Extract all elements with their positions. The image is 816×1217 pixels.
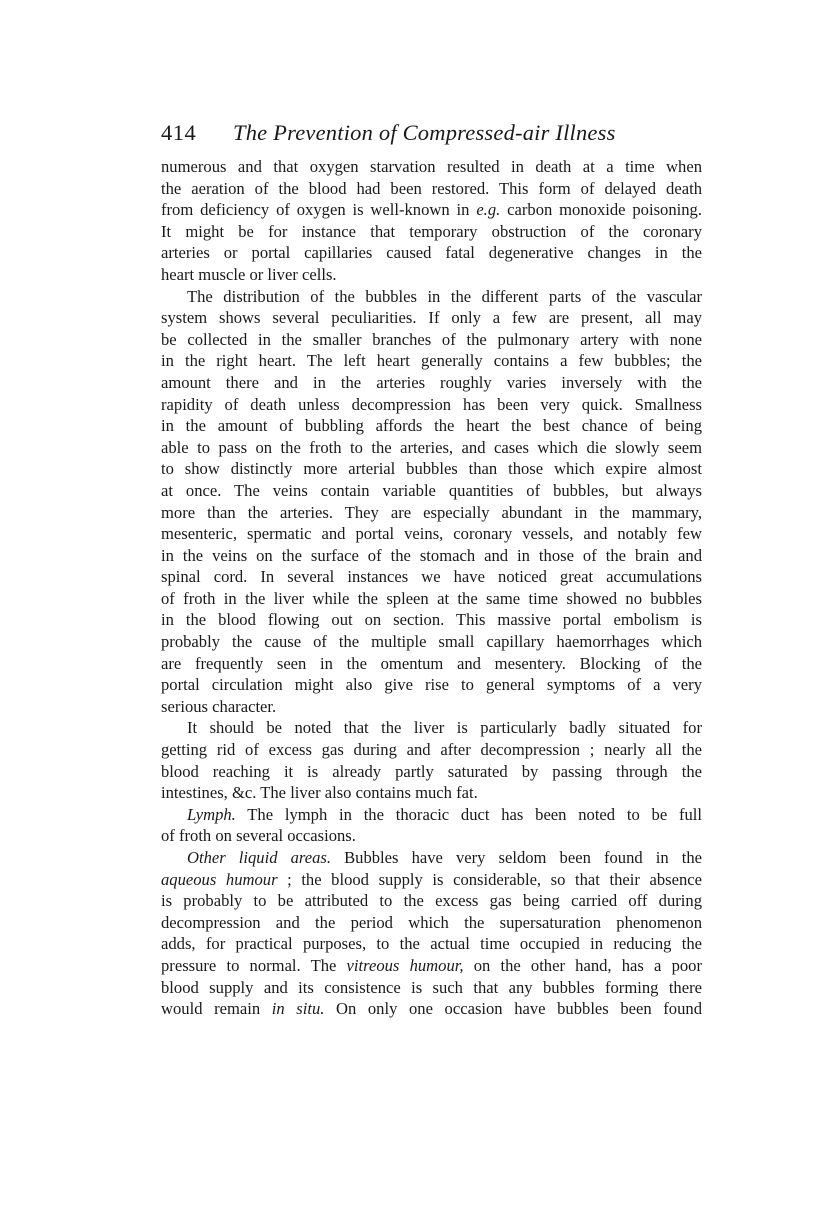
paragraph (161, 717, 702, 803)
text-run: the aeration of the blood had been restored. This form of delayed death (161, 178, 702, 198)
text-line (161, 869, 702, 891)
text-line (161, 458, 702, 480)
text-line (161, 329, 702, 351)
text-run: be collected in the smaller branches of the pulmonary artery with none (161, 329, 702, 349)
text-line (161, 977, 702, 999)
text-run: Bubbles have very seldom been found in the (331, 848, 703, 867)
text-line (161, 242, 702, 264)
text-run: adds, for practical purposes, to the actual time occupied in reducing the (161, 934, 702, 954)
text-run: in the right heart. The left heart generally contains a few bubbles; the (161, 351, 702, 371)
text-run: serious character. (161, 696, 277, 716)
text-run: in the amount of bubbling affords the heart the best chance of being (161, 416, 702, 436)
text-run: The lymph in the thoracic duct has been noted to be full (235, 804, 702, 824)
text-line (161, 998, 702, 1020)
text-run: decompression and the period which the supersaturation phenomenon (161, 912, 702, 932)
text-line (161, 372, 702, 394)
text-run: getting rid of excess gas during and after decompression ; nearly all the (161, 740, 702, 760)
running-title: The Prevention of Compressed-air Illness (233, 120, 616, 145)
text-line (161, 674, 702, 696)
text-run: The distribution of the bubbles in the different parts of the vascular (187, 286, 702, 306)
text-run: portal circulation might also give rise to general symptoms of a very (161, 675, 702, 695)
text-run: of froth in the liver while the spleen at the same time showed no bubbles (161, 588, 702, 608)
text-run: rapidity of death unless decompression has been very quick. Smallness (161, 394, 702, 414)
text-run: blood reaching it is already partly saturated by passing through the (161, 761, 702, 781)
text-run: ; the blood supply is considerable, so that their absence (277, 869, 702, 889)
italic-text: in situ. (271, 999, 325, 1019)
text-run: mesenteric, spermatic and portal veins, coronary vessels, and notably few (161, 524, 702, 544)
text-run: probably the cause of the multiple small capillary haemorrhages which (161, 632, 702, 652)
text-run: arteries or portal capillaries caused fatal degenerative changes in the (161, 243, 702, 263)
text-line (161, 178, 702, 200)
text-line (161, 588, 702, 610)
text-run: more than the arteries. They are especially abundant in the mammary, (161, 502, 702, 522)
italic-text: Other liquid areas. (187, 848, 332, 867)
italic-text: vitreous humour, (346, 955, 464, 975)
text-run: able to pass on the froth to the arteries, and cases which die slowly seem (161, 437, 702, 457)
text-line (161, 437, 702, 459)
text-line (161, 653, 702, 675)
page (161, 118, 702, 1020)
text-run: on the other hand, has a poor (463, 955, 702, 975)
body-text (161, 156, 702, 1020)
text-line (161, 739, 702, 761)
italic-text: aqueous humour (161, 869, 278, 889)
text-run: system shows several peculiarities. If only a few are present, all may (161, 308, 702, 328)
text-line (161, 566, 702, 588)
text-run: of froth on several occasions. (161, 826, 356, 846)
page-number: 414 (161, 120, 197, 145)
text-run: heart muscle or liver cells. (161, 264, 337, 284)
paragraph (161, 847, 702, 1020)
running-head (161, 118, 702, 156)
text-run: numerous and that oxygen starvation resulted in death at a time when (161, 157, 702, 176)
text-run: carbon monoxide poisoning. (500, 200, 702, 220)
text-run: to show distinctly more arterial bubbles than those which expire almost (161, 459, 702, 479)
text-run: from deficiency of oxygen is well-known in (161, 200, 477, 220)
text-line (161, 933, 702, 955)
text-line (161, 394, 702, 416)
text-run: spinal cord. In several instances we have noticed great accumulations (161, 567, 702, 587)
text-line (161, 480, 702, 502)
text-line (161, 156, 702, 178)
text-line (161, 847, 702, 869)
text-line (161, 696, 702, 718)
text-line (161, 782, 702, 804)
text-line (161, 609, 702, 631)
text-run: in the blood flowing out on section. This massive portal embolism is (161, 610, 702, 630)
text-line (161, 523, 702, 545)
text-run: would remain (161, 999, 272, 1019)
text-line (161, 502, 702, 524)
text-line (161, 804, 702, 826)
text-run: intestines, &c. The liver also contains much fat. (161, 783, 478, 803)
text-line (161, 415, 702, 437)
text-run: It might be for instance that temporary obstruction of the coronary (161, 221, 702, 241)
text-run: On only one occasion have bubbles been found (324, 999, 702, 1019)
text-line (161, 286, 702, 308)
text-line (161, 912, 702, 934)
text-line (161, 717, 702, 739)
italic-text: Lymph. (187, 804, 236, 824)
italic-text: e.g. (476, 200, 501, 220)
text-run: at once. The veins contain variable quantities of bubbles, but always (161, 480, 702, 500)
text-run: are frequently seen in the omentum and mesentery. Blocking of the (161, 653, 702, 673)
text-run: It should be noted that the liver is particularly badly situated for (187, 718, 702, 738)
text-line (161, 350, 702, 372)
text-line (161, 264, 702, 286)
text-run: is probably to be attributed to the excess gas being carried off during (161, 891, 702, 911)
text-line (161, 199, 702, 221)
text-line (161, 955, 702, 977)
text-run: blood supply and its consistence is such that any bubbles forming there (161, 977, 702, 997)
text-line (161, 221, 702, 243)
text-line (161, 545, 702, 567)
text-run: in the veins on the surface of the stomach and in those of the brain and (161, 545, 702, 565)
text-line (161, 307, 702, 329)
text-line (161, 825, 702, 847)
text-line (161, 761, 702, 783)
text-line (161, 890, 702, 912)
paragraph (161, 286, 702, 718)
text-run: pressure to normal. The (161, 955, 347, 975)
paragraph (161, 156, 702, 286)
text-run: amount there and in the arteries roughly varies inversely with the (161, 372, 702, 392)
text-line (161, 631, 702, 653)
paragraph (161, 804, 702, 847)
